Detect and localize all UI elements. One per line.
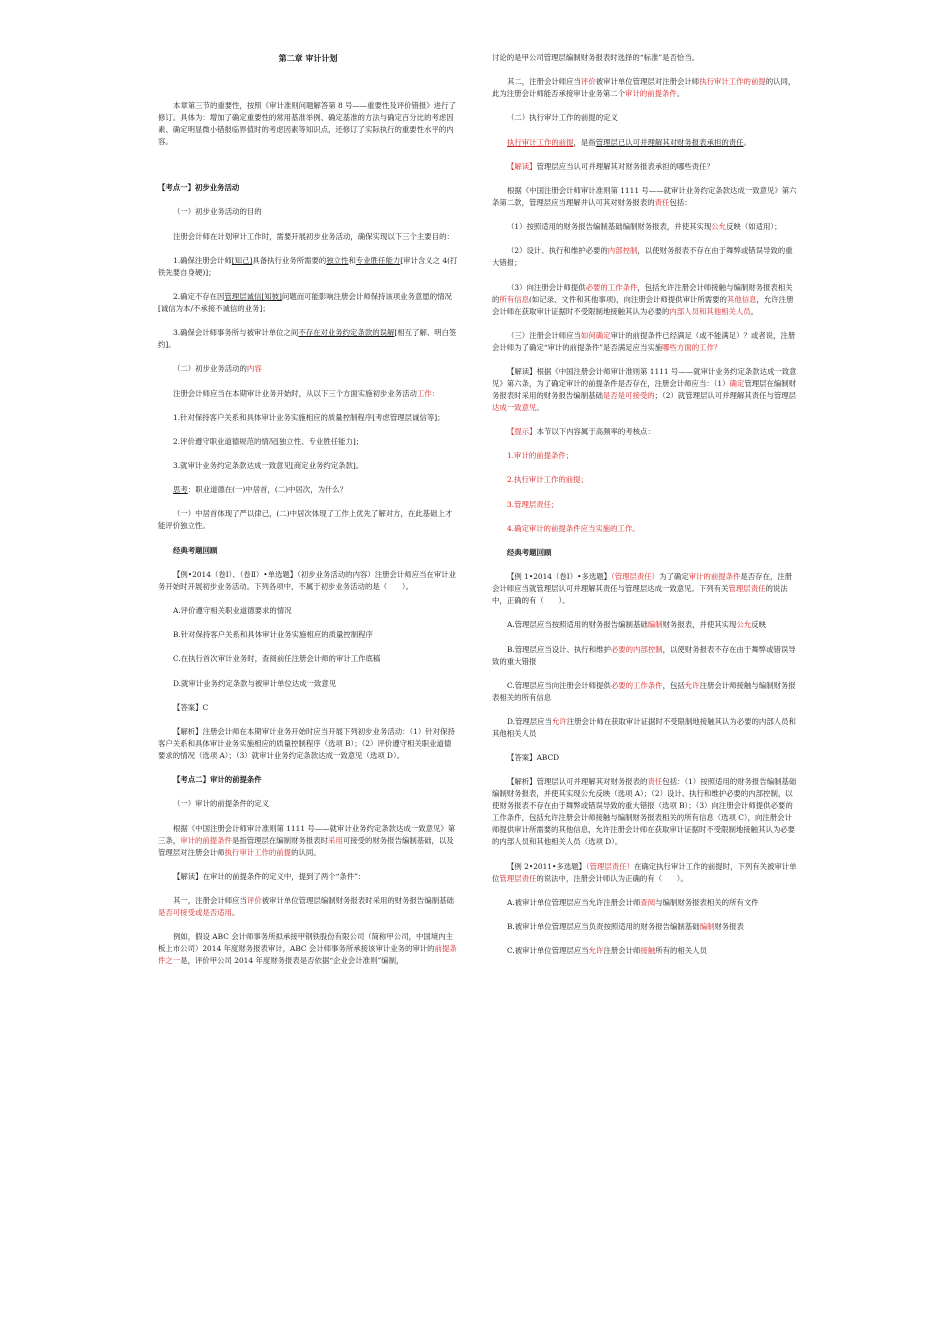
- k1-option-d: D.就审计业务约定条款与被审计单位达成一致意见: [173, 678, 337, 688]
- example-1-option-a: A.管理层应当按照适用的财务报告编制基础编制财务报表，并使其实现公允反映: [507, 620, 767, 630]
- sub-heading-determine: （三）注册会计师应当如何确定审计的前提条件已经满足（或不能满足）？或者说，注册会计师为了确定“审计的前提条件”是否满足应当实施哪些方面的工作？: [492, 330, 796, 352]
- example-1-option-c: C.管理层应当向注册会计师提供必要的工作条件，包括允许注册会计师接触与编制财务报表相关的所有信息: [492, 680, 796, 702]
- second-condition: 其二，注册会计师应当评价被审计单位管理层对注册会计师执行审计工作的前提的认同，此为注册会计师能否承接审计业务第二个审计的前提条件。: [492, 77, 796, 99]
- example-1-analysis: 【解析】管理层认可并理解其对财务报表的责任包括：（1）按照适用的财务报告编制基础编制财务报表，并使其实现公允反映（选项 A）；（2）设计、执行和维护必要的内部控制，以使财务报表不存在由于舞弊或错误导致的重大错报（选项 B）；（3）向注册会计师提供必要的工作条件，包括允许注册会计师接触与编制财务报表相关的所有信息（选项 C），向注册会计师提供审计所需要的其他信息，允许注册会计师在获取审计证据时不受限制地接触其认为必要的内部人员和其他相关人员（选项 D）。: [492, 777, 797, 847]
- responsibility-3: （3）向注册会计师提供必要的工作条件，包括允许注册会计师接触与编制财务报表相关的所有信息(如记录、文件和其他事项)，向注册会计师提供审计所需要的其他信息，允许注册会计师在获取审计证据时不受限制地接触其认为必要的内部人员和其他相关人员。: [492, 282, 794, 316]
- tip-item-4: 4.确定审计的前提条件应当实施的工作。: [507, 523, 640, 533]
- k1-content-3: 3.就审计业务约定条款达成一致意见[商定业务约定条款]。: [173, 461, 364, 471]
- k2-heading: 【考点二】审计的前提条件: [173, 775, 262, 785]
- example-1-option-d: D.管理层应当允许注册会计师在获取审计证据时不受限制地接触其认为必要的内部人员和其他相关人员: [492, 716, 796, 738]
- k1-item-1: 1.确保注册会计师[知己]具备执行业务所需要的独立性和专业胜任能力[审计含义之 4(打铁先要自身硬)]；: [158, 255, 458, 277]
- k1-heading: 【考点一】初步业务活动: [158, 183, 240, 193]
- determine-explain: 【解读】根据《中国注册会计师审计准则第 1111 号——就审计业务约定条款达成一致意见》第六条，为了确定审计的前提条件是否存在，注册会计师应当：（1）确定管理层在编制财务报表时采用的财务报告编制基础是否是可接受的；（2）就管理层认可并理解其责任与管理层达成一致意见。: [492, 366, 797, 412]
- k1-think-answer: （一）中居首体现了严以律己，(二)中居次体现了工作上优先了解对方，在此基础上才能评价独立性。: [158, 509, 453, 531]
- right-column: [492, 52, 797, 969]
- sub-heading-premise: （二）执行审计工作的前提的定义: [507, 113, 618, 123]
- k1-think: 思考：职业道德在(一)中居首，(二)中居次，为什么？: [173, 485, 348, 495]
- continued-text: 讨论的是甲公司管理层编制财务报表时选择的“标准”是否恰当。: [492, 53, 700, 62]
- k2-first-condition: 其一，注册会计师应当评价被审计单位管理层编制财务报表时采用的财务报告编制基础是否可接受或是否适用。: [158, 895, 454, 917]
- k2-explain: 【解读】在审计的前提条件的定义中，提到了两个“条件”：: [173, 871, 366, 881]
- example-1: 【例 1•2014（卷Ⅰ）•多选题】（管理层责任）为了确定审计的前提条件是否存在，注册会计师应当就管理层认可并理解其责任与管理层达成一致意见。下列有关管理层责任的说法中，正确的有（ ）。: [492, 572, 793, 606]
- k1-option-c: C.在执行首次审计业务时，查阅前任注册会计师的审计工作底稿: [173, 654, 381, 664]
- tip-item-3: 3.管理层责任；: [507, 499, 559, 509]
- example-1-option-b: B.管理层应当设计、执行和维护必要的内部控制，以使财务报表不存在由于舞弊或错误导致的重大错报: [492, 644, 796, 666]
- k1-content-1: 1.针对保持客户关系和具体审计业务实施相应的质量控制程序[考虑管理层诚信等]；: [173, 412, 445, 422]
- question-explain: 【解读】管理层应当认可并理解其对财务报表承担的哪些责任？: [507, 161, 714, 171]
- responsibility-intro: 根据《中国注册会计师审计准则第 1111 号——就审计业务约定条款达成一致意见》第六条第二款，管理层应当理解并认可其对财务报表的责任包括：: [492, 185, 797, 207]
- example-2-option-b: B.被审计单位管理层应当负责按照适用的财务报告编制基础编制财务报表: [507, 921, 744, 931]
- example-1-answer: 【答案】ABCD: [507, 753, 560, 763]
- k1-purpose-paragraph: 注册会计师在计划审计工作时，需要开展初步业务活动，确保实现以下三个主要目的：: [173, 231, 454, 241]
- k1-option-b: B.针对保持客户关系和具体审计业务实施相应的质量控制程序: [173, 630, 373, 640]
- intro-paragraph: 本章第三节的重要性，按照《审计准则问题解答第 8 号——重要性及评价错报》进行了修订。具体为：增加了确定重要性的常用基准举例、确定基准的方法与确定百分比的考虑因素、确定明显微小错报临界值时的考虑因素等知识点，还修订了实际执行的重要性水平的内容。: [158, 101, 456, 146]
- k1-sub-purpose: （一）初步业务活动的目的: [173, 207, 262, 217]
- left-column: [158, 52, 458, 979]
- tip-item-1: 1.审计的前提条件；: [507, 451, 574, 461]
- k1-option-a: A.评价遵守相关职业道德要求的情况: [173, 606, 292, 615]
- k1-analysis: 【解析】注册会计师在本期审计业务开始时应当开展下列初步业务活动：（1）针对保持客户关系和具体审计业务实施相应的质量控制程序（选项 B）；（2）评价遵守相关职业道德要求的情况（选项 A）；（3）就审计业务约定条款达成一致意见（选项 D）。: [158, 726, 455, 760]
- classic-heading-right: 经典考题回顾: [507, 548, 552, 557]
- premise-definition: 执行审计工作的前提，是指管理层已认可并理解其对财务报表承担的责任。: [507, 137, 751, 147]
- example-2-option-c: C.被审计单位管理层应当允许注册会计师接触所有的相关人员: [507, 946, 707, 956]
- example-2: 【例 2•2011•多选题】（管理层责任）在确定执行审计工作的前提时，下列有关被审计单位管理层责任的说法中，注册会计师认为正确的有（ ）。: [492, 861, 797, 883]
- k1-item-2: 2.确定不存在因管理层诚信[知彼]问题而可能影响注册会计师保持该项业务意愿的情况[诚信为本/不承接不诚信的业务]；: [158, 291, 452, 313]
- responsibility-1: （1）按照适用的财务报告编制基础编制财务报表，并使其实现公允反映（如适用）；: [507, 222, 782, 232]
- k2-example-paragraph: 例如，假设 ABC 会计师事务所拟承接甲钢铁股份有限公司（简称甲公司，中国境内主板上市公司）2014 年度财务报表审计，ABC 会计师事务所承接该审计业务的审计的前提条件之一是，评价甲公司 2014 年度财务报表是否依据“企业会计准则”编制，: [158, 932, 457, 966]
- k1-content-2: 2.评价遵守职业道德规范的情况[独立性、专业胜任能力]；: [173, 436, 364, 446]
- k2-definition-paragraph: 根据《中国注册会计师审计准则第 1111 号——就审计业务约定条款达成一致意见》第三条，审计的前提条件是指管理层在编制财务报表时采用可接受的财务报告编制基础，以及管理层对注册会计师执行审计工作的前提的认同。: [158, 823, 456, 857]
- k1-item-3: 3.确保会计师事务所与被审计单位之间不存在对业务约定条款的误解[相互了解、明白签约]。: [158, 328, 457, 350]
- tip-item-2: 2.执行审计工作的前提；: [507, 475, 588, 485]
- k1-classic-heading: 经典考题回顾: [173, 545, 218, 555]
- k1-content-paragraph: 注册会计师应当在本期审计业务开始时，从以下三个方面实施初步业务活动工作：: [173, 388, 440, 398]
- k1-answer: 【答案】C: [173, 702, 209, 712]
- k1-example: 【例•2014（卷Ⅰ）、（卷Ⅱ）•单选题】（初步业务活动的内容）注册会计师应当在审计业务开始时开展初步业务活动。下列各项中，不属于初步业务活动的是（ ）。: [158, 569, 457, 591]
- tip: 【提示】本节以下内容属于高频率的考核点：: [507, 427, 655, 437]
- responsibility-2: （2）设计、执行和维护必要的内部控制，以使财务报表不存在由于舞弊或错误导致的重大错报；: [492, 246, 793, 268]
- k1-sub-content: （二）初步业务活动的内容: [173, 364, 262, 374]
- k2-sub-definition: （一）审计的前提条件的定义: [173, 799, 270, 809]
- example-2-option-a: A.被审计单位管理层应当允许注册会计师查阅与编制财务报表相关的所有文件: [507, 897, 759, 907]
- chapter-title: 第二章 审计计划: [278, 53, 338, 63]
